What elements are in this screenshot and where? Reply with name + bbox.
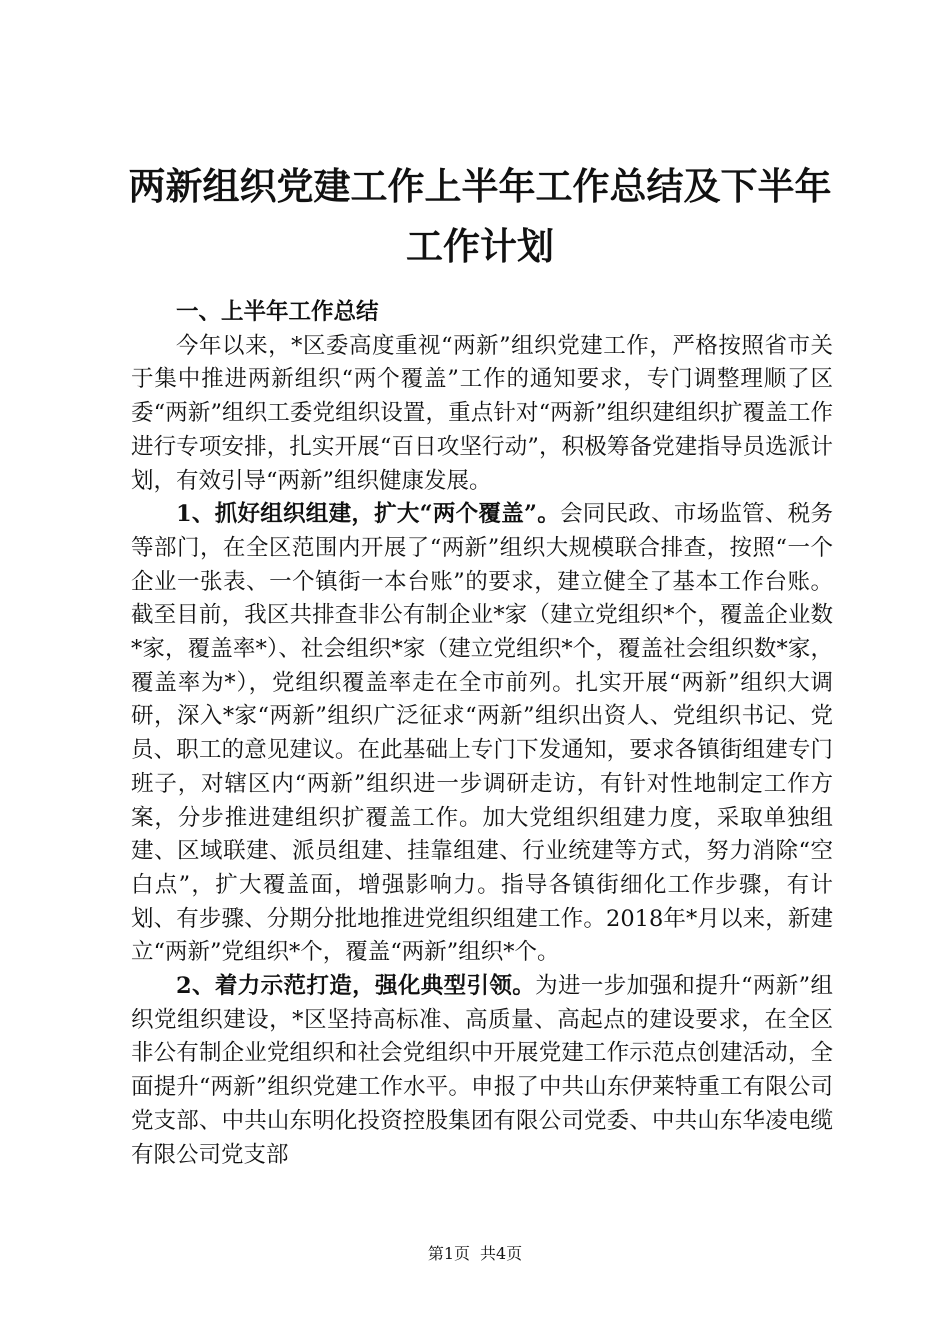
document-body	[131, 296, 833, 1172]
item1-body: 会同民政、市场监管、税务等部门，在全区范围内开展了“两新”组织大规模联合排查，按照“一个企业一张表、一个镇街一本台账”的要求，建立健全了基本工作台账。截至目前，我区共排查非公有制企业*家（建立党组织*个，覆盖企业数*家，覆盖率*）、社会组织*家（建立党组织*个，覆盖社会组织数*家，覆盖率为*），党组织覆盖率走在全市前列。扎实开展“两新”组织大调研，深入*家“两新”组织广泛征求“两新”组织出资人、党组织书记、党员、职工的意见建议。在此基础上专门下发通知，要求各镇街组建专门班子，对辖区内“两新”组织进一步调研走访，有针对性地制定工作方案，分步推进建组织扩覆盖工作。加大党组织组建力度，采取单独组建、区域联建、派员组建、挂靠组建、行业统建等方式，努力消除“空白点”，扩大覆盖面，增强影响力。指导各镇街细化工作步骤，有计划、有步骤、分期分批地推进党组织组建工作。2018年*月以来，新建立“两新”党组织*个，覆盖“两新”组织*个。	[131, 501, 833, 966]
section-heading: 一、上半年工作总结	[176, 299, 379, 325]
item2-paragraph	[131, 970, 833, 1172]
document-title: 两新组织党建工作上半年工作总结及下半年工作计划	[128, 164, 832, 268]
intro-paragraph: 今年以来，*区委高度重视“两新”组织党建工作，严格按照省市关于集中推进两新组织“两个覆盖”工作的通知要求，专门调整理顺了区委“两新”组织工委党组织设置，重点针对“两新”组织建组织扩覆盖工作进行专项安排，扎实开展“百日攻坚行动”，积极筹备党建指导员选派计划，有效引导“两新”组织健康发展。	[131, 332, 833, 494]
item1-lead: 1、抓好组织组建，扩大“两个覆盖”。	[176, 501, 560, 528]
item2-body: 为进一步加强和提升“两新”组织党组织建设，*区坚持高标准、高质量、高起点的建设要求，在全区非公有制企业党组织和社会党组织中开展党建工作示范点创建活动，全面提升“两新”组织党建工作水平。申报了中共山东伊莱特重工有限公司党支部、中共山东明化投资控股集团有限公司党委、中共山东华凌电缆有限公司党支部	[131, 973, 834, 1168]
item2-lead: 2、着力示范打造，强化典型引领。	[176, 973, 536, 1000]
page-number-current: 第1页	[427, 1244, 470, 1263]
page-number-total: 共4页	[480, 1244, 523, 1263]
page-footer	[0, 1244, 950, 1264]
item1-paragraph	[131, 498, 833, 970]
